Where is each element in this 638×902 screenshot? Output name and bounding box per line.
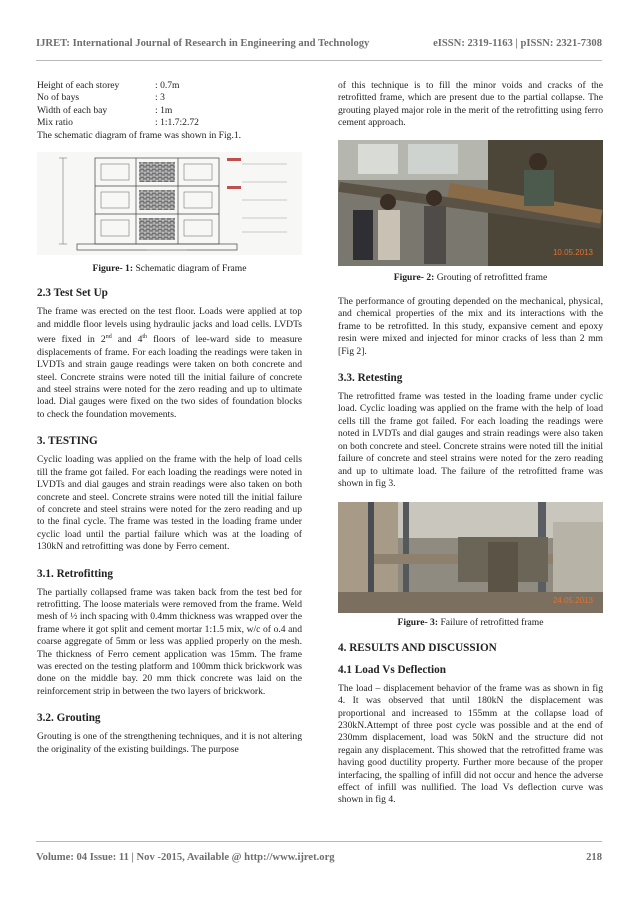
load-deflection-paragraph: The load – displacement behavior of the frame was as shown in fig 4. It was observed that until 180kN the displacement was proportional and increased to 155mm at the collapse load of 230kN.Attempt of three post cycle was possible and at the end of 230mm displacement, load was 50kN and the structure did not regain any displacement. This showed that the retrofitted frame was having good ductility property. Further more because of the proper interfacing, the spalling of infill did not occur and hence the adverse effect of infill was nullified. The load Vs deflection curve was shown in fig 4.	[338, 682, 603, 806]
page-number: 218	[586, 852, 602, 863]
photo-date-stamp: 10.05.2013	[552, 248, 593, 258]
figure-3-caption: Figure- 3: Failure of retrofitted frame	[397, 617, 544, 629]
spec-row: Width of each bay : 1m	[37, 104, 173, 116]
figure-2-photo	[338, 140, 603, 266]
heading-3-1: 3.1. Retrofitting	[37, 567, 113, 580]
photo-date-stamp: 24.05.2013	[552, 595, 593, 605]
figure-1-caption: Figure- 1: Schematic diagram of Frame	[92, 263, 247, 275]
grouting-continued-paragraph: of this technique is to fill the minor voids and cracks of the retrofitted frame, which are present due to the partial collapse. The grouting played major role in the merit of the retrofitting using ferro cement approach.	[338, 80, 603, 129]
retrofitting-paragraph: The partially collapsed frame was taken back from the test bed for retrofitting. The loose materials were removed from the frame. Weld mesh of ½ inch spacing with 0.4mm thickness was wrapped over the frame where it got split and cement mortar 1:1.5 mix, w/c of o.4 and coarse aggregate of 5mm or less was applied properly on the mesh. The thickness of Ferro cement application was 15mm. The frame was erected on the testing platform and 100mm thick brickwork was done on the middle bay. 20 mm thick concrete was laid on the reinforcement strip in between the two layers of brickwork.	[37, 586, 302, 697]
testing-paragraph: Cyclic loading was applied on the frame with the help of load cells till the frame got failed. For each loading the readings were noted in LVDTs and dial gauges and strain readings were also taken on both concrete and steel. Concrete strains were noted till the initial failure of concrete and steel strains were noted for the zero reading and up to the final cycle. The frame was tested in the loading frame under cyclic load until the partial failure which was at the loading of 130kN and retrofitting was done by Ferro cement.	[37, 454, 302, 553]
spec-row: Height of each storey : 0.7m	[37, 80, 180, 91]
spec-row: No of bays : 3	[37, 92, 165, 104]
heading-3-2: 3.2. Grouting	[37, 712, 101, 725]
header-rule	[36, 60, 602, 61]
performance-paragraph: The performance of grouting depended on the mechanical, physical, and chemical properties of the mix and its interactions with the frame to be retrofitted. In this study, expansive cement and epoxy resin were mixed and injected for minor cracks of less than 2 mm [Fig 2].	[338, 296, 603, 357]
left-column	[37, 80, 302, 756]
figure-1-schematic	[37, 152, 302, 255]
frame-schematic-drawing	[37, 152, 302, 255]
retesting-paragraph: The retrofitted frame was tested in the loading frame under cyclic load. Cyclic loading was applied on the frame with the help of load cells till the frame got failed. For each loading the readings were noted in LVDTs and dial gauges and strain readings were also taken on both concrete and steel. Concrete strains were noted till the initial failure of concrete and steel strains were noted for the zero reading and up to ultimate load. The failure of the retrofitted frame was shown in fig 3.	[338, 391, 603, 489]
heading-3-3: 3.3. Retesting	[338, 372, 403, 385]
grouting-paragraph: Grouting is one of the strengthening techniques, and it is not altering the originality of the existing buildings. The purpose	[37, 731, 302, 755]
heading-4-1: 4.1 Load Vs Deflection	[338, 663, 446, 676]
right-column	[338, 80, 603, 807]
page-header	[36, 38, 602, 49]
issn: eISSN: 2319-1163 | pISSN: 2321-7308	[433, 38, 602, 49]
volume-info: Volume: 04 Issue: 11 | Nov -2015, Available @ http://www.ijret.org	[36, 852, 335, 863]
figure-3-photo	[338, 502, 603, 613]
page-footer	[36, 852, 602, 863]
heading-2-3: 2.3 Test Set Up	[37, 287, 108, 300]
schematic-line: The schematic diagram of frame was shown in Fig.1.	[37, 129, 242, 141]
journal-title: IJRET: International Journal of Research in Engineering and Technology	[36, 38, 370, 49]
heading-3-testing: 3. TESTING	[37, 435, 98, 448]
heading-4: 4. RESULTS AND DISCUSSION	[338, 641, 497, 654]
test-setup-paragraph: The frame was erected on the test floor. Loads were applied at top and middle floor levels using hydraulic jacks and load cells. LVDTs were fixed in 2nd and 4th floors of lee-ward side to measure displacements of frame. For each loading the readings were taken in LVDTs and strain gauge readings were taken on both concrete and steel. Concrete strains were noted till the initial failure of concrete and steel strains were noted for the zero reading and up to ultimate load. Dial gauges were fixed on the two sides of foundation blocks to check the foundation movements.	[37, 306, 303, 420]
footer-rule	[36, 841, 602, 842]
figure-2-caption: Figure- 2: Grouting of retrofitted frame	[393, 271, 548, 283]
spec-row: Mix ratio : 1:1.7:2.72	[37, 117, 199, 129]
